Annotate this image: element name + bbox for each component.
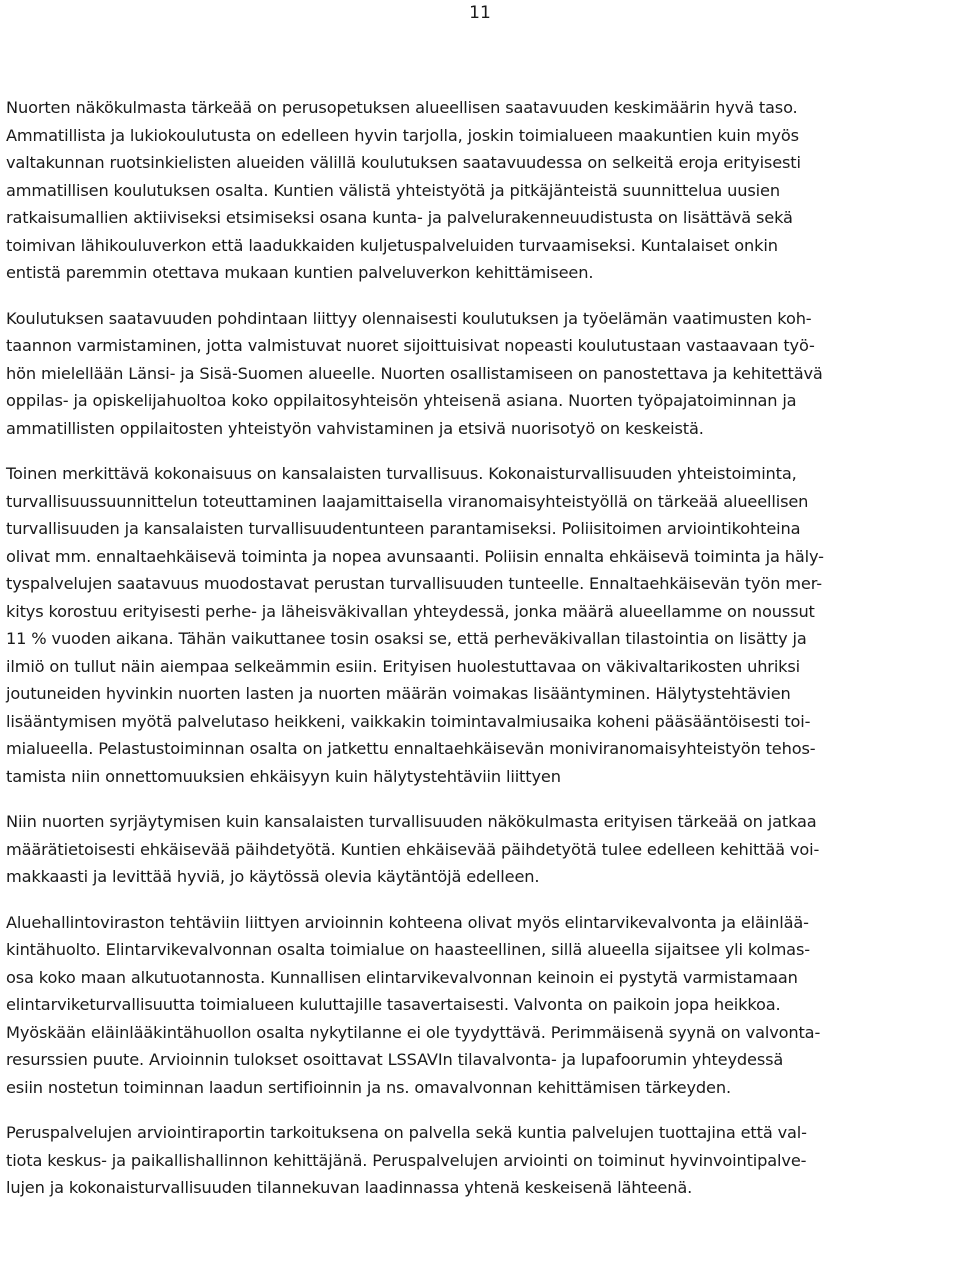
- paragraph-substance-abuse-prevention: [6, 808, 956, 891]
- text-line: ammatillisen koulutuksen osalta. Kuntien välistä yhteistyötä ja pitkäjänteistä suunnittelua uusien: [6, 180, 780, 200]
- paragraph-food-control: [6, 909, 956, 1102]
- page-number: 11: [469, 3, 491, 23]
- text-line: toimivan lähikouluverkon että laadukkaiden kuljetuspalveluiden turvaamiseksi. Kuntalaiset onkin: [6, 235, 778, 255]
- text-line: ammatillisten oppilaitosten yhteistyön vahvistaminen ja etsivä nuorisotyö on keskeistä.: [6, 418, 704, 438]
- text-line: resurssien puute. Arvioinnin tulokset osoittavat LSSAVIn tilavalvonta- ja lupafoorumin yhteydessä: [6, 1050, 784, 1069]
- text-line: oppilas- ja opiskelijahuoltoa koko oppilaitosyhteisön yhteisenä asiana. Nuorten työpajatoiminnan ja: [6, 391, 797, 410]
- text-line: ratkaisumallien aktiiviseksi etsimiseksi osana kunta- ja palvelurakenneuudistusta on lisättävä sekä: [6, 208, 793, 227]
- text-line: turvallisuussuunnittelun toteuttaminen laajamittaisella viranomaisyhteistyöllä on tärkeää alueellisen: [6, 491, 809, 511]
- text-line: elintarviketurvallisuutta toimialueen kuluttajille tasavertaisesti. Valvonta on paikoin jopa heikkoa.: [6, 995, 781, 1014]
- text-line: osa koko maan alkutuotannosta. Kunnallisen elintarvikevalvonnan keinoin ei pystytä varmistamaan: [6, 967, 798, 987]
- text-line: Peruspalvelujen arviointiraportin tarkoituksena on palvella sekä kuntia palvelujen tuottajina että val-: [6, 1123, 807, 1142]
- text-line: mialueella. Pelastustoiminnan osalta on jatkettu ennaltaehkäisevän moniviranomaisyhteistyön tehos-: [6, 739, 816, 758]
- paragraph-citizen-safety: [6, 460, 956, 790]
- text-line: Ammatillista ja lukiokoulutusta on edelleen hyvin tarjolla, joskin toimialueen maakuntien kuin myös: [6, 125, 799, 145]
- text-line: Koulutuksen saatavuuden pohdintaan liittyy olennaisesti koulutuksen ja työelämän vaatimusten koh-: [6, 308, 812, 328]
- text-line: Toinen merkittävä kokonaisuus on kansalaisten turvallisuus. Kokonaisturvallisuuden yhteistoiminta,: [6, 464, 797, 483]
- text-line: kitys korostuu erityisesti perhe- ja läheisväkivallan yhteydessä, jonka määrä alueellamme on noussut: [6, 601, 815, 621]
- page-body: [6, 94, 956, 1202]
- text-line: hön mielellään Länsi- ja Sisä-Suomen alueelle. Nuorten osallistamiseen on panostettava ja kehitettävä: [6, 363, 823, 383]
- text-line: Nuorten näkökulmasta tärkeää on perusopetuksen alueellisen saatavuuden keskimäärin hyvä taso.: [6, 98, 798, 117]
- paragraph-basic-education: [6, 94, 956, 287]
- text-line: tiota keskus- ja paikallishallinnon kehittäjänä. Peruspalvelujen arviointi on toiminut hyvinvointipalve-: [6, 1150, 807, 1170]
- text-line: tyspalvelujen saatavuus muodostavat perustan turvallisuuden tunteelle. Ennaltaehkäisevän työn mer-: [6, 574, 822, 593]
- text-line: lisääntymisen myötä palvelutaso heikkeni, vaikkakin toimintavalmiusaika koheni pääsääntöisesti toi-: [6, 711, 811, 731]
- text-line: lujen ja kokonaisturvallisuuden tilannekuvan laadinnassa yhtenä keskeisenä lähteenä.: [6, 1178, 693, 1197]
- text-line: olivat mm. ennaltaehkäisevä toiminta ja nopea avunsaanti. Poliisin ennalta ehkäisevä toiminta ja häly-: [6, 546, 824, 566]
- text-line: 11 % vuoden aikana. Tähän vaikuttanee tosin osaksi se, että perheväkivallan tilastointia on lisätty ja: [6, 629, 807, 648]
- text-line: valtakunnan ruotsinkielisten alueiden välillä koulutuksen saatavuudessa on selkeitä eroja erityisesti: [6, 153, 801, 172]
- text-line: esiin nostetun toiminnan laadun sertifioinnin ja ns. omavalvonnan kehittämisen tärkeyden.: [6, 1077, 731, 1097]
- text-line: kintähuolto. Elintarvikevalvonnan osalta toimialue on haasteellinen, sillä alueella sijaitsee yli kolmas-: [6, 940, 810, 959]
- paragraph-report-purpose: [6, 1119, 956, 1202]
- text-line: turvallisuuden ja kansalaisten turvallisuudentunteen parantamiseksi. Poliisitoimen arviointikohteina: [6, 519, 801, 538]
- text-line: Myöskään eläinlääkintähuollon osalta nykytilanne ei ole tyydyttävä. Perimmäisenä syynä on valvonta-: [6, 1022, 821, 1042]
- text-line: Niin nuorten syrjäytymisen kuin kansalaisten turvallisuuden näkökulmasta erityisen tärkeää on jatkaa: [6, 812, 817, 831]
- text-line: tamista niin onnettomuuksien ehkäisyyn kuin hälytystehtäviin liittyen: [6, 766, 561, 786]
- text-line: Aluehallintoviraston tehtäviin liittyen arvioinnin kohteena olivat myös elintarvikevalvonta ja eläinlää-: [6, 912, 809, 932]
- text-line: entistä paremmin otettava mukaan kuntien palveluverkon kehittämiseen.: [6, 263, 594, 282]
- text-line: määrätietoisesti ehkäisevää päihdetyötä. Kuntien ehkäisevää päihdetyötä tulee edelleen kehittää voi-: [6, 839, 820, 859]
- text-line: taannon varmistaminen, jotta valmistuvat nuoret sijoittuisivat nopeasti koulutustaan vastaavaan työ-: [6, 336, 815, 355]
- text-line: ilmiö on tullut näin aiempaa selkeämmin esiin. Erityisen huolestuttavaa on väkivaltarikosten uhriksi: [6, 656, 801, 676]
- paragraph-education-availability: [6, 305, 956, 443]
- text-line: makkaasti ja levittää hyviä, jo käytössä olevia käytäntöjä edelleen.: [6, 867, 540, 886]
- text-line: joutuneiden hyvinkin nuorten lasten ja nuorten määrän voimakas lisääntyminen. Hälytystehtävien: [6, 684, 791, 703]
